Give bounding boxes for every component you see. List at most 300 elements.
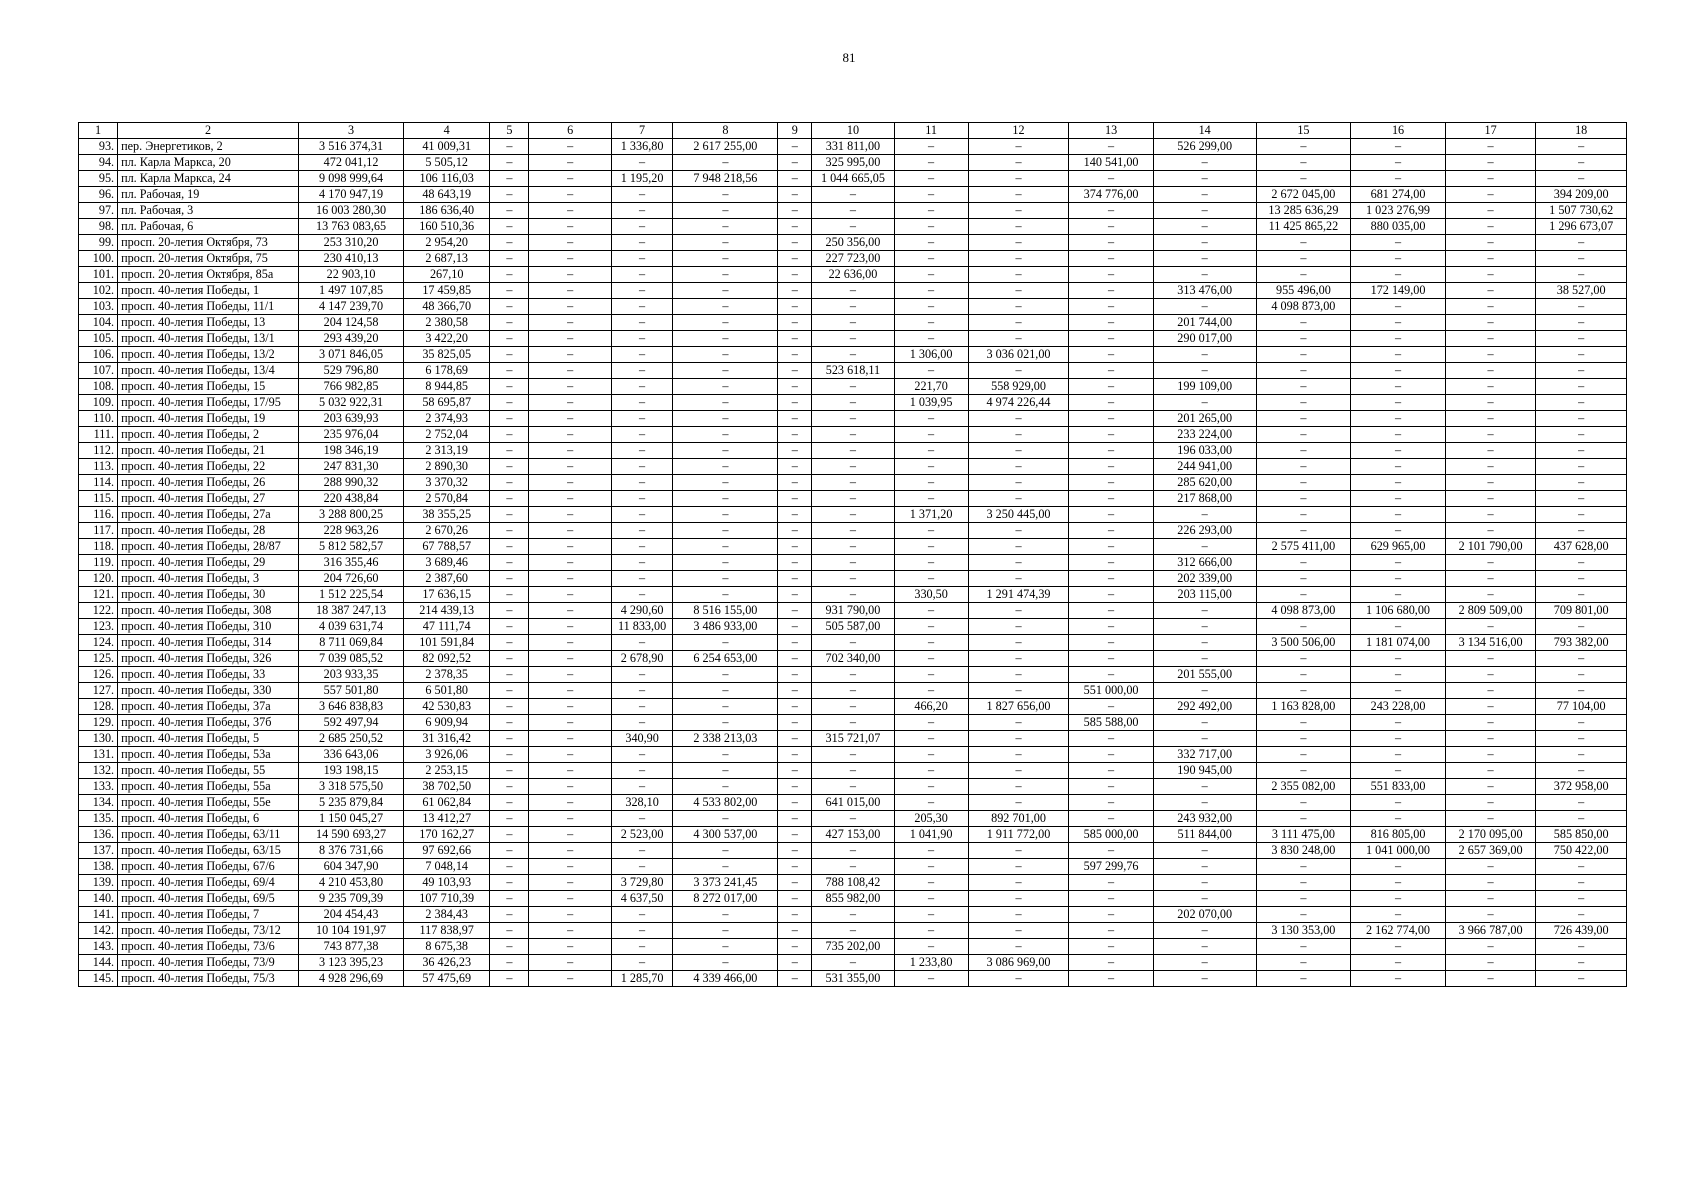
- value-cell: –: [1069, 587, 1153, 603]
- value-cell: –: [1445, 427, 1536, 443]
- address-cell: просп. 40-летия Победы, 33: [118, 667, 299, 683]
- column-header: 16: [1351, 123, 1446, 139]
- value-cell: –: [778, 443, 812, 459]
- value-cell: –: [968, 731, 1069, 747]
- value-cell: 3 318 575,50: [299, 779, 404, 795]
- row-number: 114.: [79, 475, 118, 491]
- value-cell: 244 941,00: [1153, 459, 1256, 475]
- address-cell: просп. 40-летия Победы, 13/2: [118, 347, 299, 363]
- value-cell: –: [778, 251, 812, 267]
- value-cell: 228 963,26: [299, 523, 404, 539]
- value-cell: 4 147 239,70: [299, 299, 404, 315]
- value-cell: –: [529, 315, 611, 331]
- value-cell: –: [778, 267, 812, 283]
- value-cell: 170 162,27: [404, 827, 490, 843]
- value-cell: –: [968, 315, 1069, 331]
- value-cell: –: [1256, 379, 1351, 395]
- table-row: [79, 379, 1627, 395]
- address-cell: просп. 40-летия Победы, 17/95: [118, 395, 299, 411]
- address-cell: пер. Энергетиков, 2: [118, 139, 299, 155]
- value-cell: –: [529, 347, 611, 363]
- value-cell: 3 134 516,00: [1445, 635, 1536, 651]
- value-cell: –: [894, 331, 968, 347]
- value-cell: –: [611, 443, 673, 459]
- row-number: 109.: [79, 395, 118, 411]
- address-cell: пл. Рабочая, 3: [118, 203, 299, 219]
- row-number: 134.: [79, 795, 118, 811]
- value-cell: 38 702,50: [404, 779, 490, 795]
- value-cell: –: [490, 411, 529, 427]
- value-cell: 290 017,00: [1153, 331, 1256, 347]
- value-cell: –: [812, 571, 894, 587]
- value-cell: –: [1445, 939, 1536, 955]
- value-cell: 193 198,15: [299, 763, 404, 779]
- value-cell: 2 670,26: [404, 523, 490, 539]
- value-cell: –: [1069, 139, 1153, 155]
- value-cell: 243 932,00: [1153, 811, 1256, 827]
- address-cell: просп. 40-летия Победы, 28: [118, 523, 299, 539]
- row-number: 110.: [79, 411, 118, 427]
- value-cell: –: [1069, 555, 1153, 571]
- value-cell: 531 355,00: [812, 971, 894, 987]
- value-cell: –: [1536, 875, 1627, 891]
- value-cell: 2 523,00: [611, 827, 673, 843]
- value-cell: –: [1256, 363, 1351, 379]
- value-cell: –: [778, 955, 812, 971]
- value-cell: –: [490, 235, 529, 251]
- value-cell: –: [1069, 651, 1153, 667]
- value-cell: –: [968, 475, 1069, 491]
- value-cell: 3 086 969,00: [968, 955, 1069, 971]
- column-header: 11: [894, 123, 968, 139]
- value-cell: –: [529, 427, 611, 443]
- address-cell: пл. Рабочая, 6: [118, 219, 299, 235]
- value-cell: –: [778, 331, 812, 347]
- value-cell: –: [1445, 347, 1536, 363]
- value-cell: 227 723,00: [812, 251, 894, 267]
- value-cell: 880 035,00: [1351, 219, 1446, 235]
- value-cell: –: [1256, 939, 1351, 955]
- value-cell: 38 527,00: [1536, 283, 1627, 299]
- row-number: 144.: [79, 955, 118, 971]
- value-cell: –: [1351, 251, 1446, 267]
- value-cell: –: [1153, 619, 1256, 635]
- value-cell: –: [1445, 443, 1536, 459]
- row-number: 138.: [79, 859, 118, 875]
- value-cell: 2 570,84: [404, 491, 490, 507]
- value-cell: –: [611, 395, 673, 411]
- row-number: 117.: [79, 523, 118, 539]
- value-cell: –: [1351, 763, 1446, 779]
- value-cell: –: [673, 923, 778, 939]
- value-cell: –: [778, 491, 812, 507]
- address-cell: просп. 40-летия Победы, 330: [118, 683, 299, 699]
- value-cell: –: [529, 843, 611, 859]
- value-cell: –: [894, 907, 968, 923]
- row-number: 145.: [79, 971, 118, 987]
- value-cell: –: [1256, 443, 1351, 459]
- address-cell: просп. 40-летия Победы, 29: [118, 555, 299, 571]
- address-cell: просп. 40-летия Победы, 75/3: [118, 971, 299, 987]
- value-cell: –: [1536, 971, 1627, 987]
- value-cell: –: [1536, 907, 1627, 923]
- value-cell: 2 380,58: [404, 315, 490, 331]
- value-cell: 336 643,06: [299, 747, 404, 763]
- value-cell: 11 833,00: [611, 619, 673, 635]
- value-cell: –: [1069, 747, 1153, 763]
- row-number: 116.: [79, 507, 118, 523]
- value-cell: –: [529, 747, 611, 763]
- value-cell: –: [778, 155, 812, 171]
- table-row: [79, 155, 1627, 171]
- address-cell: просп. 40-летия Победы, 27: [118, 491, 299, 507]
- value-cell: –: [1536, 571, 1627, 587]
- value-cell: –: [1351, 523, 1446, 539]
- value-cell: –: [1351, 331, 1446, 347]
- address-cell: просп. 40-летия Победы, 73/9: [118, 955, 299, 971]
- value-cell: –: [1069, 811, 1153, 827]
- value-cell: 585 850,00: [1536, 827, 1627, 843]
- value-cell: –: [490, 475, 529, 491]
- value-cell: –: [611, 235, 673, 251]
- value-cell: –: [529, 971, 611, 987]
- value-cell: 4 170 947,19: [299, 187, 404, 203]
- value-cell: 2 378,35: [404, 667, 490, 683]
- value-cell: –: [894, 715, 968, 731]
- value-cell: –: [778, 731, 812, 747]
- value-cell: –: [778, 587, 812, 603]
- value-cell: –: [611, 299, 673, 315]
- address-cell: просп. 40-летия Победы, 21: [118, 443, 299, 459]
- value-cell: –: [1536, 411, 1627, 427]
- value-cell: –: [490, 539, 529, 555]
- value-cell: –: [490, 891, 529, 907]
- row-number: 123.: [79, 619, 118, 635]
- value-cell: –: [1536, 747, 1627, 763]
- value-cell: –: [490, 923, 529, 939]
- value-cell: 4 039 631,74: [299, 619, 404, 635]
- value-cell: 315 721,07: [812, 731, 894, 747]
- value-cell: –: [1351, 715, 1446, 731]
- value-cell: 3 830 248,00: [1256, 843, 1351, 859]
- value-cell: 5 235 879,84: [299, 795, 404, 811]
- value-cell: –: [1256, 171, 1351, 187]
- value-cell: 11 425 865,22: [1256, 219, 1351, 235]
- value-cell: –: [1445, 875, 1536, 891]
- value-cell: –: [611, 331, 673, 347]
- value-cell: –: [611, 203, 673, 219]
- value-cell: 4 300 537,00: [673, 827, 778, 843]
- value-cell: 325 995,00: [812, 155, 894, 171]
- value-cell: 101 591,84: [404, 635, 490, 651]
- value-cell: –: [490, 667, 529, 683]
- value-cell: –: [1153, 651, 1256, 667]
- value-cell: –: [611, 667, 673, 683]
- value-cell: –: [673, 907, 778, 923]
- value-cell: –: [1445, 795, 1536, 811]
- table-row: [79, 299, 1627, 315]
- row-number: 133.: [79, 779, 118, 795]
- value-cell: 709 801,00: [1536, 603, 1627, 619]
- value-cell: 702 340,00: [812, 651, 894, 667]
- table-row: [79, 427, 1627, 443]
- value-cell: –: [611, 219, 673, 235]
- value-cell: –: [529, 539, 611, 555]
- value-cell: –: [673, 683, 778, 699]
- value-cell: 22 903,10: [299, 267, 404, 283]
- value-cell: –: [1069, 731, 1153, 747]
- value-cell: –: [1351, 171, 1446, 187]
- value-cell: –: [812, 635, 894, 651]
- column-header: 10: [812, 123, 894, 139]
- value-cell: –: [894, 203, 968, 219]
- value-cell: –: [1536, 811, 1627, 827]
- row-number: 126.: [79, 667, 118, 683]
- value-cell: –: [968, 251, 1069, 267]
- value-cell: –: [1351, 427, 1446, 443]
- value-cell: –: [611, 683, 673, 699]
- value-cell: –: [1256, 619, 1351, 635]
- value-cell: 8 272 017,00: [673, 891, 778, 907]
- value-cell: 1 195,20: [611, 171, 673, 187]
- column-header: 2: [118, 123, 299, 139]
- value-cell: –: [812, 315, 894, 331]
- value-cell: 551 000,00: [1069, 683, 1153, 699]
- value-cell: –: [490, 683, 529, 699]
- table-row: [79, 331, 1627, 347]
- value-cell: 3 123 395,23: [299, 955, 404, 971]
- value-cell: –: [1536, 763, 1627, 779]
- value-cell: –: [1351, 139, 1446, 155]
- table-row: [79, 891, 1627, 907]
- value-cell: –: [968, 219, 1069, 235]
- value-cell: –: [611, 923, 673, 939]
- value-cell: –: [968, 603, 1069, 619]
- value-cell: –: [611, 843, 673, 859]
- value-cell: 8 376 731,66: [299, 843, 404, 859]
- value-cell: –: [968, 299, 1069, 315]
- value-cell: –: [1256, 523, 1351, 539]
- row-number: 100.: [79, 251, 118, 267]
- value-cell: 427 153,00: [812, 827, 894, 843]
- value-cell: –: [1153, 923, 1256, 939]
- value-cell: –: [1256, 587, 1351, 603]
- value-cell: –: [778, 859, 812, 875]
- value-cell: 67 788,57: [404, 539, 490, 555]
- value-cell: –: [673, 811, 778, 827]
- address-cell: просп. 40-летия Победы, 3: [118, 571, 299, 587]
- table-row: [79, 955, 1627, 971]
- value-cell: 186 636,40: [404, 203, 490, 219]
- value-cell: –: [1351, 459, 1446, 475]
- value-cell: –: [673, 203, 778, 219]
- value-cell: –: [1256, 267, 1351, 283]
- value-cell: –: [1351, 299, 1446, 315]
- value-cell: –: [1351, 571, 1446, 587]
- value-cell: 2 685 250,52: [299, 731, 404, 747]
- value-cell: –: [490, 843, 529, 859]
- value-cell: –: [894, 651, 968, 667]
- value-cell: –: [778, 139, 812, 155]
- value-cell: 247 831,30: [299, 459, 404, 475]
- value-cell: –: [1153, 155, 1256, 171]
- value-cell: 2 338 213,03: [673, 731, 778, 747]
- table-row: [79, 571, 1627, 587]
- value-cell: –: [490, 139, 529, 155]
- value-cell: –: [1536, 251, 1627, 267]
- value-cell: –: [1153, 347, 1256, 363]
- row-number: 107.: [79, 363, 118, 379]
- value-cell: –: [1256, 315, 1351, 331]
- value-cell: 3 422,20: [404, 331, 490, 347]
- value-cell: 9 098 999,64: [299, 171, 404, 187]
- value-cell: –: [1445, 667, 1536, 683]
- value-cell: –: [673, 955, 778, 971]
- table-row: [79, 875, 1627, 891]
- value-cell: –: [894, 971, 968, 987]
- value-cell: –: [1445, 523, 1536, 539]
- table-row: [79, 459, 1627, 475]
- value-cell: –: [1351, 507, 1446, 523]
- value-cell: –: [529, 155, 611, 171]
- value-cell: –: [1069, 171, 1153, 187]
- value-cell: –: [894, 859, 968, 875]
- value-cell: 312 666,00: [1153, 555, 1256, 571]
- value-cell: –: [968, 235, 1069, 251]
- value-cell: 2 313,19: [404, 443, 490, 459]
- value-cell: 202 339,00: [1153, 571, 1256, 587]
- value-cell: 1 497 107,85: [299, 283, 404, 299]
- value-cell: –: [1445, 859, 1536, 875]
- address-cell: пл. Карла Маркса, 24: [118, 171, 299, 187]
- value-cell: –: [1256, 395, 1351, 411]
- table-row: [79, 139, 1627, 155]
- value-cell: 2 678,90: [611, 651, 673, 667]
- value-cell: –: [1153, 795, 1256, 811]
- value-cell: –: [1445, 459, 1536, 475]
- value-cell: –: [812, 779, 894, 795]
- row-number: 108.: [79, 379, 118, 395]
- value-cell: 226 293,00: [1153, 523, 1256, 539]
- value-cell: –: [1445, 331, 1536, 347]
- value-cell: 1 044 665,05: [812, 171, 894, 187]
- value-cell: 250 356,00: [812, 235, 894, 251]
- value-cell: –: [490, 907, 529, 923]
- address-cell: просп. 20-летия Октября, 73: [118, 235, 299, 251]
- value-cell: –: [812, 219, 894, 235]
- value-cell: –: [1536, 235, 1627, 251]
- value-cell: 5 032 922,31: [299, 395, 404, 411]
- table-row: [79, 635, 1627, 651]
- value-cell: –: [812, 379, 894, 395]
- value-cell: –: [968, 555, 1069, 571]
- address-cell: пл. Карла Маркса, 20: [118, 155, 299, 171]
- value-cell: –: [812, 699, 894, 715]
- value-cell: 437 628,00: [1536, 539, 1627, 555]
- value-cell: 2 170 095,00: [1445, 827, 1536, 843]
- value-cell: –: [490, 507, 529, 523]
- value-cell: –: [1445, 475, 1536, 491]
- value-cell: 1 512 225,54: [299, 587, 404, 603]
- value-cell: 3 729,80: [611, 875, 673, 891]
- value-cell: –: [1256, 667, 1351, 683]
- value-cell: 1 507 730,62: [1536, 203, 1627, 219]
- value-cell: –: [778, 235, 812, 251]
- value-cell: –: [673, 859, 778, 875]
- value-cell: –: [894, 635, 968, 651]
- value-cell: –: [894, 219, 968, 235]
- value-cell: –: [1536, 363, 1627, 379]
- value-cell: –: [673, 699, 778, 715]
- value-cell: –: [673, 251, 778, 267]
- value-cell: –: [490, 571, 529, 587]
- address-cell: просп. 40-летия Победы, 67/6: [118, 859, 299, 875]
- value-cell: –: [673, 267, 778, 283]
- value-cell: 931 790,00: [812, 603, 894, 619]
- value-cell: 203 933,35: [299, 667, 404, 683]
- value-cell: –: [529, 683, 611, 699]
- value-cell: –: [490, 459, 529, 475]
- value-cell: 3 071 846,05: [299, 347, 404, 363]
- value-cell: 82 092,52: [404, 651, 490, 667]
- value-cell: –: [529, 187, 611, 203]
- value-cell: –: [1351, 619, 1446, 635]
- value-cell: –: [1069, 619, 1153, 635]
- value-cell: –: [1536, 491, 1627, 507]
- value-cell: –: [1153, 363, 1256, 379]
- row-number: 122.: [79, 603, 118, 619]
- value-cell: –: [1069, 491, 1153, 507]
- value-cell: –: [1256, 891, 1351, 907]
- value-cell: 2 374,93: [404, 411, 490, 427]
- value-cell: –: [611, 427, 673, 443]
- value-cell: –: [778, 187, 812, 203]
- value-cell: 2 101 790,00: [1445, 539, 1536, 555]
- value-cell: –: [1256, 491, 1351, 507]
- value-cell: –: [611, 539, 673, 555]
- value-cell: 766 982,85: [299, 379, 404, 395]
- value-cell: 203 115,00: [1153, 587, 1256, 603]
- value-cell: –: [673, 587, 778, 603]
- value-cell: –: [894, 603, 968, 619]
- value-cell: 190 945,00: [1153, 763, 1256, 779]
- value-cell: –: [1445, 555, 1536, 571]
- value-cell: 1 296 673,07: [1536, 219, 1627, 235]
- value-cell: –: [894, 251, 968, 267]
- value-cell: –: [1351, 235, 1446, 251]
- value-cell: –: [490, 267, 529, 283]
- row-number: 121.: [79, 587, 118, 603]
- value-cell: –: [1256, 459, 1351, 475]
- value-cell: –: [894, 235, 968, 251]
- value-cell: –: [968, 907, 1069, 923]
- address-cell: просп. 40-летия Победы, 7: [118, 907, 299, 923]
- value-cell: –: [611, 859, 673, 875]
- value-cell: –: [490, 603, 529, 619]
- value-cell: –: [529, 507, 611, 523]
- value-cell: –: [1445, 491, 1536, 507]
- value-cell: –: [1351, 667, 1446, 683]
- value-cell: –: [1256, 875, 1351, 891]
- value-cell: 332 717,00: [1153, 747, 1256, 763]
- address-cell: просп. 40-летия Победы, 69/4: [118, 875, 299, 891]
- value-cell: –: [894, 795, 968, 811]
- value-cell: –: [611, 699, 673, 715]
- value-cell: –: [778, 683, 812, 699]
- value-cell: –: [812, 475, 894, 491]
- value-cell: 7 039 085,52: [299, 651, 404, 667]
- value-cell: –: [1445, 955, 1536, 971]
